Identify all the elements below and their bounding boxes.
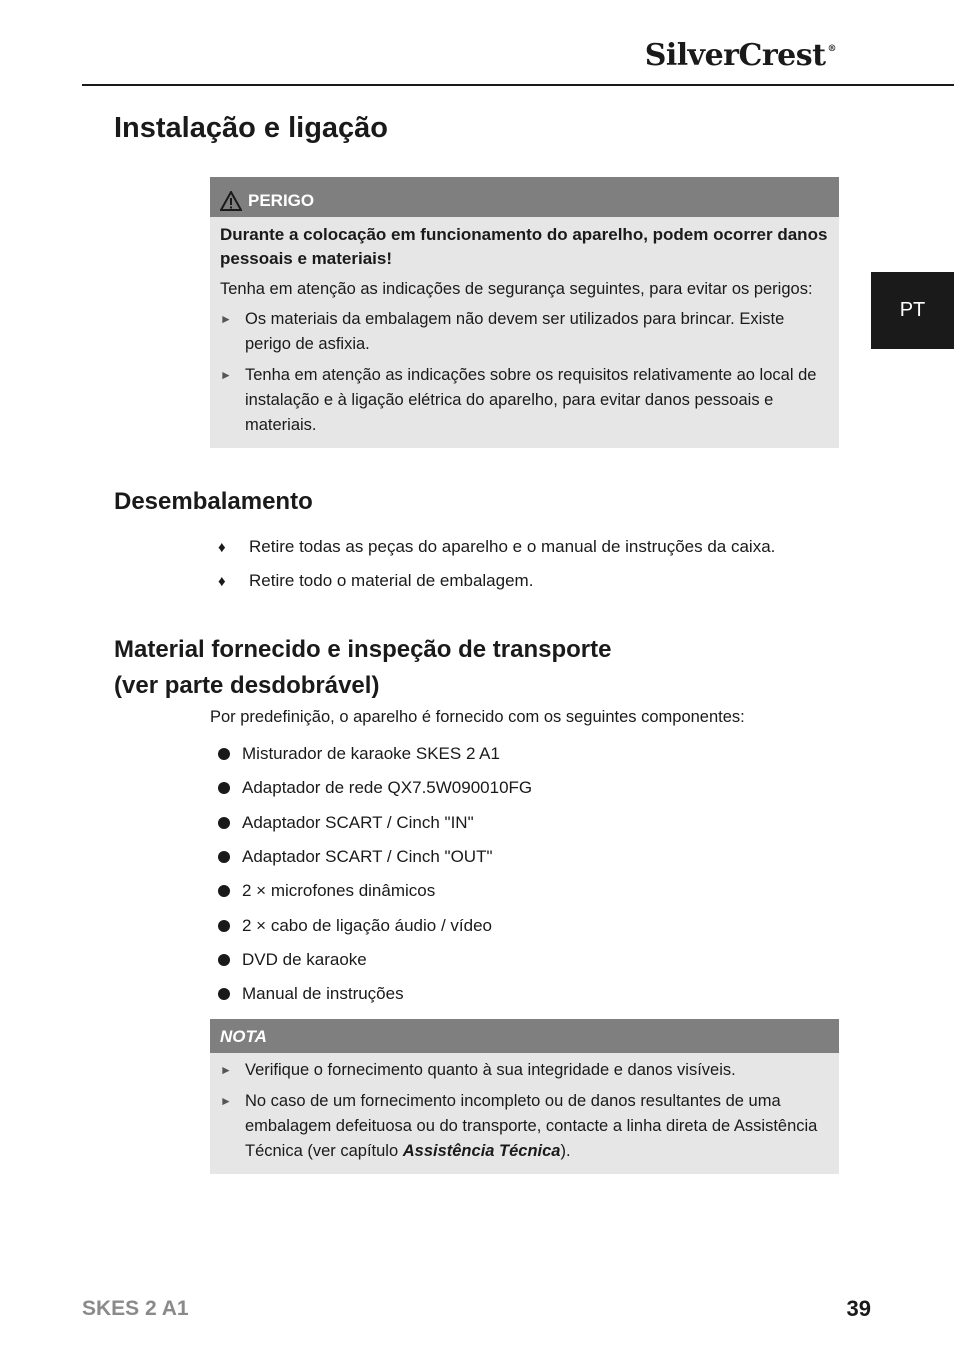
- delivery-intro: Por predefinição, o aparelho é fornecido com os seguintes componentes:: [210, 708, 745, 726]
- danger-bold-text: Durante a colocação em funcionamento do aparelho, podem ocorrer danos pessoais e materiais!: [220, 225, 828, 268]
- list-item: Adaptador de rede QX7.5W090010FG: [218, 771, 532, 805]
- section-heading-unpacking: Desembalamento: [114, 488, 313, 515]
- warning-triangle-icon: [220, 191, 242, 211]
- arrow-bullet-icon: ►: [220, 312, 232, 326]
- danger-box-header: [210, 177, 839, 217]
- note-box: [210, 1019, 839, 1174]
- note-label: NOTA: [220, 1027, 267, 1046]
- dot-bullet-icon: [218, 817, 230, 829]
- chapter-reference: Assistência Técnica: [402, 1142, 561, 1160]
- dot-bullet-icon: [218, 851, 230, 863]
- list-item: 2 × cabo de ligação áudio / vídeo: [218, 908, 532, 942]
- list-item: Adaptador SCART / Cinch "OUT": [218, 840, 532, 874]
- diamond-bullet-icon: ♦: [218, 572, 226, 590]
- list-item: ♦ Retire todas as peças do aparelho e o manual de instruções da caixa.: [218, 537, 776, 556]
- note-box-header: [210, 1019, 839, 1053]
- dot-bullet-icon: [218, 782, 230, 794]
- list-item: Manual de instruções: [218, 977, 532, 1011]
- note-item: ► No caso de um fornecimento incompleto ou de danos resultantes de uma embalagem defeituosa ou do transporte, contacte a linha direta de Assistência Técnica (ver capítulo Assistência Técnica).: [220, 1089, 829, 1164]
- list-item: 2 × microfones dinâmicos: [218, 874, 532, 908]
- danger-item: ► Os materiais da embalagem não devem ser utilizados para brincar. Existe perigo de asfixia.: [220, 307, 829, 357]
- arrow-bullet-icon: ►: [220, 368, 232, 382]
- section-heading-delivery: Material fornecido e inspeção de transporte (ver parte desdobrável): [114, 636, 612, 699]
- danger-intro: Tenha em atenção as indicações de segurança seguintes, para evitar os perigos:: [220, 280, 813, 298]
- dot-bullet-icon: [218, 988, 230, 1000]
- note-item: ► Verifique o fornecimento quanto à sua integridade e danos visíveis.: [220, 1058, 829, 1083]
- dot-bullet-icon: [218, 954, 230, 966]
- page-title: Instalação e ligação: [114, 112, 389, 144]
- unpacking-list: [218, 530, 775, 598]
- list-item: Misturador de karaoke SKES 2 A1: [218, 737, 532, 771]
- dot-bullet-icon: [218, 885, 230, 897]
- header-rule: [82, 84, 954, 86]
- dot-bullet-icon: [218, 748, 230, 760]
- arrow-bullet-icon: ►: [220, 1063, 232, 1077]
- diamond-bullet-icon: ♦: [218, 538, 226, 556]
- danger-box: [210, 177, 839, 448]
- dot-bullet-icon: [218, 920, 230, 932]
- arrow-bullet-icon: ►: [220, 1094, 232, 1108]
- delivery-list: [218, 737, 532, 1011]
- language-tab: PT: [871, 272, 954, 349]
- list-item: ♦ Retire todo o material de embalagem.: [218, 571, 534, 590]
- list-item: DVD de karaoke: [218, 943, 532, 977]
- danger-label: PERIGO: [248, 191, 315, 210]
- brand-logo: SilverCrest ®: [644, 38, 836, 73]
- page-number: 39: [846, 1296, 871, 1321]
- list-item: Adaptador SCART / Cinch "IN": [218, 806, 532, 840]
- danger-item: ► Tenha em atenção as indicações sobre os requisitos relativamente ao local de instalação e à ligação elétrica do aparelho, para evitar danos pessoais e materiais.: [220, 363, 829, 438]
- footer-model: SKES 2 A1: [82, 1297, 189, 1320]
